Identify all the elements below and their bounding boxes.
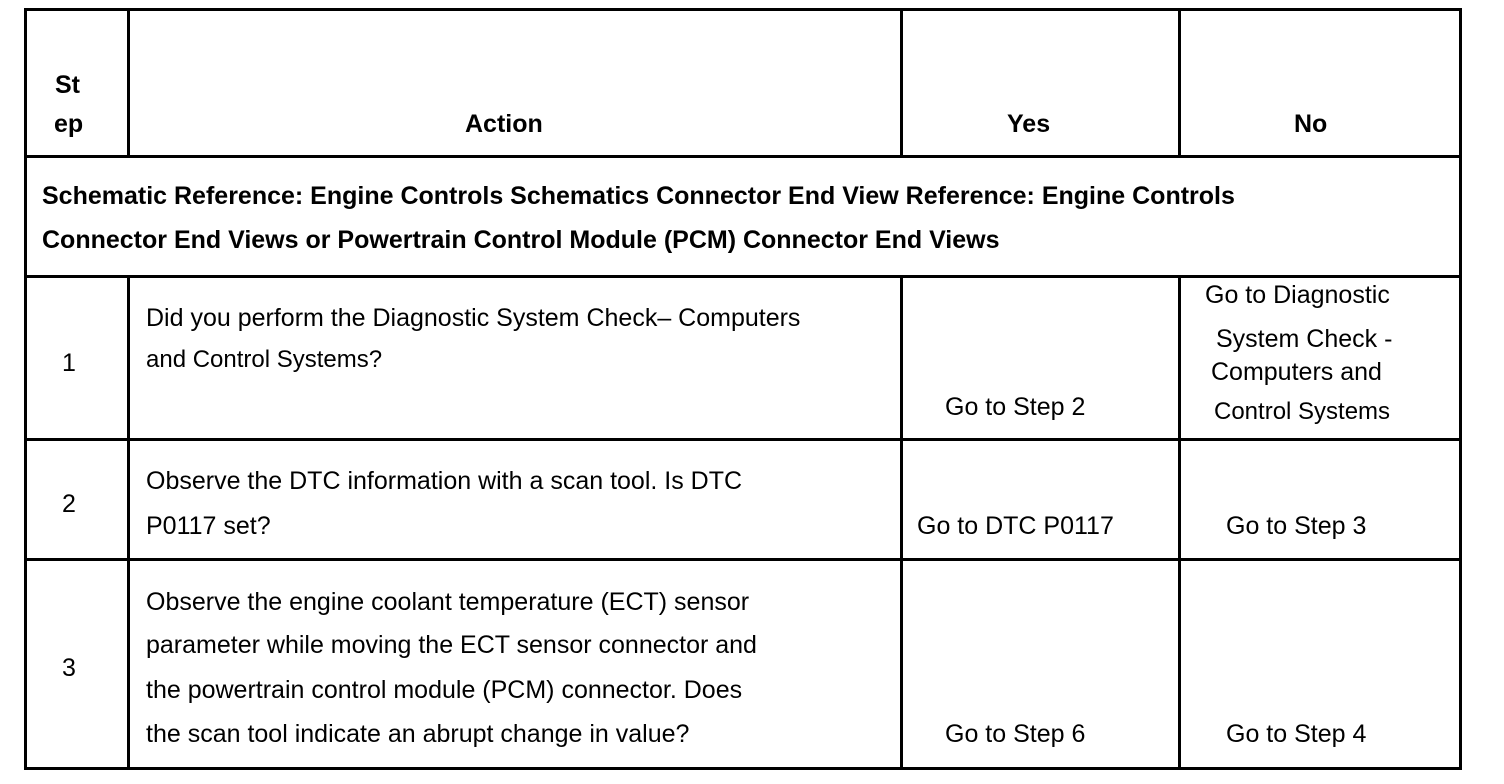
no-result-line: Go to Diagnostic (1205, 281, 1390, 309)
no-result-line: Computers and (1211, 358, 1382, 386)
step-number: 2 (62, 490, 76, 518)
no-result: Go to Step 3 (1226, 512, 1367, 540)
step-cell (27, 561, 130, 767)
step-number: 3 (62, 654, 76, 682)
action-line: Observe the engine coolant temperature (ECT) sensor (146, 588, 750, 616)
action-line: the scan tool indicate an abrupt change in value? (146, 720, 690, 748)
action-cell (130, 441, 903, 558)
header-row (27, 11, 1459, 158)
reference-row (27, 158, 1459, 278)
no-result: Go to Step 4 (1226, 720, 1367, 748)
header-yes: Yes (1007, 110, 1051, 138)
step-cell (27, 441, 130, 558)
table-row (27, 278, 1459, 441)
reference-line1: Schematic Reference: Engine Controls Schematics Connector End View Reference: Engine Controls (42, 182, 1235, 210)
step-number: 1 (62, 349, 76, 377)
header-step-cell (27, 11, 130, 155)
yes-cell (903, 441, 1181, 558)
diagnostic-table (24, 8, 1462, 770)
header-action: Action (465, 110, 543, 138)
action-line: Did you perform the Diagnostic System Check– Computers (146, 304, 801, 332)
header-action-cell (130, 11, 903, 155)
no-result-line: System Check - (1216, 325, 1393, 353)
yes-cell (903, 278, 1181, 438)
no-result-line: Control Systems (1214, 398, 1391, 425)
table-row (27, 441, 1459, 561)
no-cell (1181, 561, 1462, 767)
header-step-line2: ep (54, 110, 84, 138)
step-cell (27, 278, 130, 438)
yes-result: Go to DTC P0117 (917, 512, 1114, 540)
action-cell (130, 561, 903, 767)
action-line: and Control Systems? (146, 346, 383, 373)
yes-result: Go to Step 2 (945, 393, 1086, 421)
reference-line2: Connector End Views or Powertrain Control Module (PCM) Connector End Views (42, 226, 1000, 254)
no-cell (1181, 441, 1462, 558)
action-cell (130, 278, 903, 438)
action-line: the powertrain control module (PCM) connector. Does (146, 676, 743, 704)
action-line: Observe the DTC information with a scan tool. Is DTC (146, 467, 743, 495)
yes-result: Go to Step 6 (945, 720, 1086, 748)
action-line: parameter while moving the ECT sensor connector and (146, 631, 757, 659)
header-no-cell (1181, 11, 1462, 155)
action-line: P0117 set? (146, 512, 271, 540)
table-row (27, 561, 1459, 767)
no-cell (1181, 278, 1462, 438)
header-step-line1: St (55, 71, 80, 99)
yes-cell (903, 561, 1181, 767)
header-yes-cell (903, 11, 1181, 155)
header-no: No (1294, 110, 1328, 138)
